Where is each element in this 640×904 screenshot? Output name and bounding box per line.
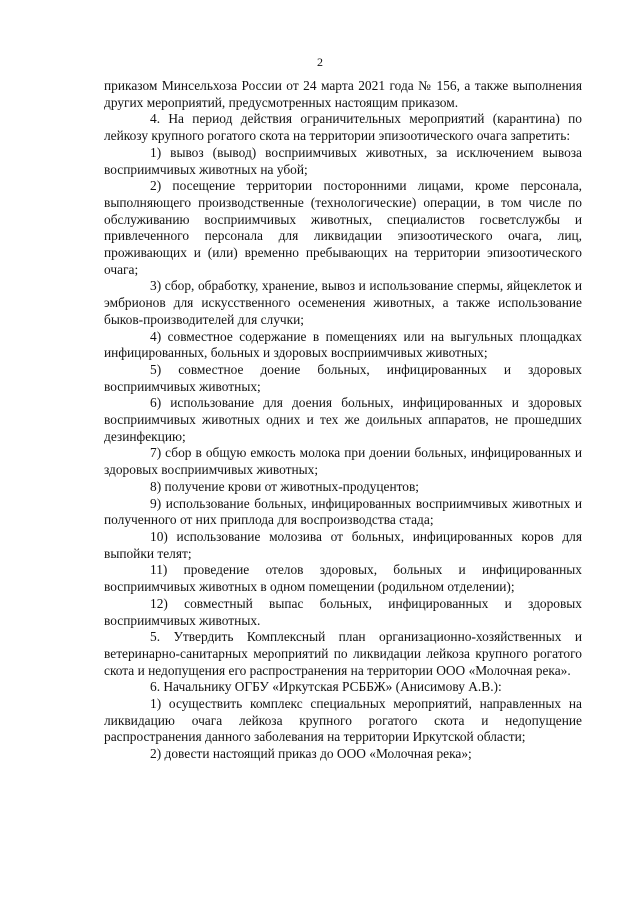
list-item: 2) посещение территории посторонними лицами, кроме персонала, выполняющего производственные (технологические) операции, в том числе по обслуживанию восприимчивых животных, специалистов госветслужбы и привлеченного персонала для ликвидации эпизоотического очага, лиц, проживающих и (или) временно пребывающих на территории эпизоотического очага;: [104, 178, 582, 277]
list-item: 1) вывоз (вывод) восприимчивых животных, за исключением вывоза восприимчивых животных на убой;: [104, 144, 582, 177]
paragraph: 4. На период действия ограничительных мероприятий (карантина) по лейкозу крупного рогатого скота на территории эпизоотического очага запретить:: [104, 111, 582, 144]
list-item: 11) проведение отелов здоровых, больных и инфицированных восприимчивых животных в одном помещении (родильном отделении);: [104, 562, 582, 595]
list-item: 1) осуществить комплекс специальных мероприятий, направленных на ликвидацию очага лейкоза крупного рогатого скота и недопущение распространения данного заболевания на территории Иркутской области;: [104, 696, 582, 745]
list-item: 7) сбор в общую емкость молока при доении больных, инфицированных и здоровых восприимчивых животных;: [104, 445, 582, 478]
list-item: 3) сбор, обработку, хранение, вывоз и использование спермы, яйцеклеток и эмбрионов для искусственного осеменения животных, а также использование быков-производителей для случки;: [104, 278, 582, 327]
list-item: 2) довести настоящий приказ до ООО «Молочная река»;: [150, 746, 472, 762]
page-number: 2: [317, 55, 323, 69]
list-item: 6) использование для доения больных, инфицированных и здоровых восприимчивых животных одних и тех же доильных аппаратов, не прошедших дезинфекцию;: [104, 395, 582, 444]
list-item: 4) совместное содержание в помещениях или на выгульных площадках инфицированных, больных и здоровых восприимчивых животных;: [104, 328, 582, 361]
paragraph: приказом Минсельхоза России от 24 марта 2021 года № 156, а также выполнения других мероприятий, предусмотренных настоящим приказом.: [104, 78, 582, 110]
list-item: 8) получение крови от животных-продуцентов;: [150, 478, 420, 494]
list-item: 10) использование молозива от больных, инфицированных коров для выпойки телят;: [104, 528, 582, 561]
paragraph: 6. Начальнику ОГБУ «Иркутская РСББЖ» (Анисимову А.В.):: [150, 679, 502, 695]
document-body: [104, 78, 582, 763]
list-item: 12) совместный выпас больных, инфицированных и здоровых восприимчивых животных.: [104, 595, 582, 628]
list-item: 9) использование больных, инфицированных восприимчивых животных и полученного от них приплода для воспроизводства стада;: [104, 495, 582, 528]
paragraph: 5. Утвердить Комплексный план организационно-хозяйственных и ветеринарно-санитарных мероприятий по ликвидации лейкоза крупного рогатого скота и недопущения его распространения на территории ООО «Молочная река».: [104, 629, 582, 678]
list-item: 5) совместное доение больных, инфицированных и здоровых восприимчивых животных;: [104, 361, 582, 394]
